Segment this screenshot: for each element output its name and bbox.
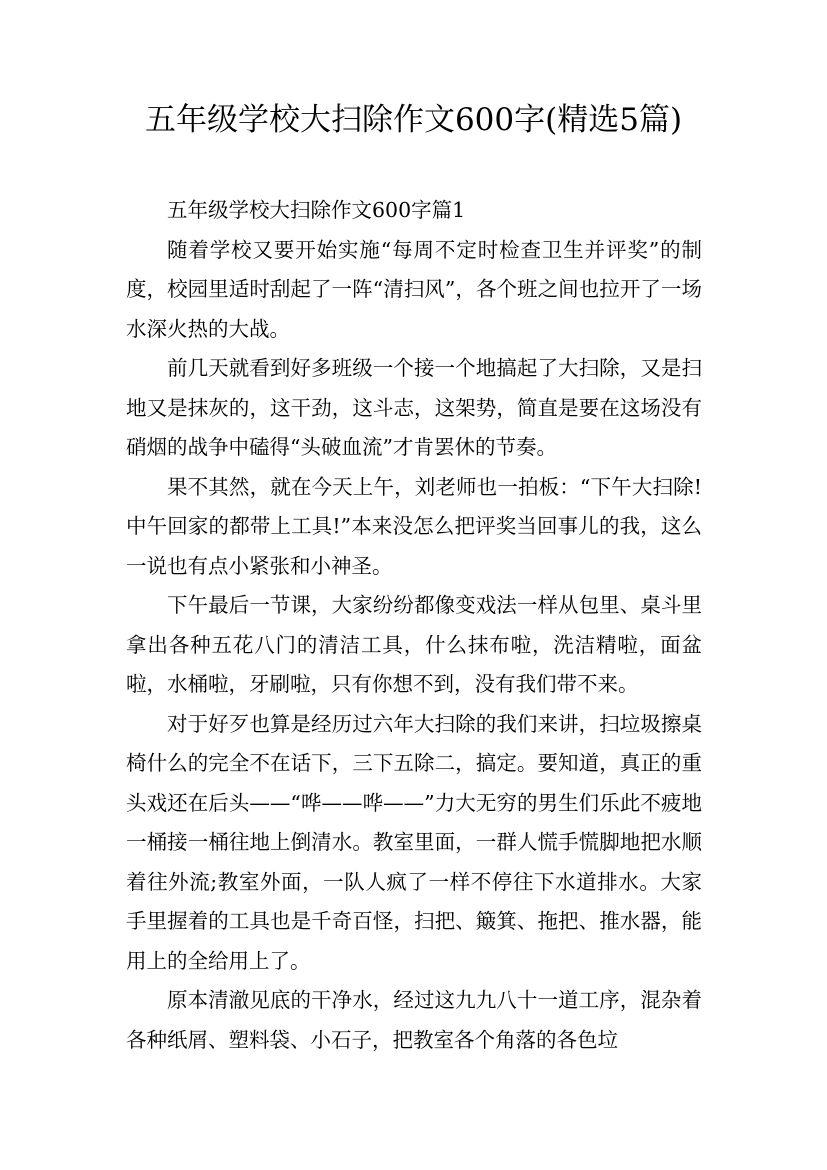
paragraph: 随着学校又要开始实施“每周不定时检查卫生并评奖”的制度，校园里适时刮起了一阵“清扫风”，各个班之间也拉开了一场水深火热的大战。 [126, 237, 702, 341]
paragraph: 果不其然，就在今天上午，刘老师也一拍板：“下午大扫除!中午回家的都带上工具!”本来没怎么把评奖当回事儿的我，这么一说也有点小紧张和小神圣。 [126, 474, 702, 578]
paragraph: 下午最后一节课，大家纷纷都像变戏法一样从包里、桌斗里拿出各种五花八门的清洁工具，什么抹布啦，洗洁精啦，面盆啦，水桶啦，牙刷啦，只有你想不到，没有我们带不来。 [126, 593, 702, 696]
document-title: 五年级学校大扫除作文600字(精选5篇) [144, 102, 683, 138]
paragraph: 前几天就看到好多班级一个接一个地搞起了大扫除，又是扫地又是抹灰的，这干劲，这斗志，这架势，简直是要在这场没有硝烟的战争中磕得“头破血流”才肯罢休的节奏。 [126, 356, 702, 459]
section-heading: 五年级学校大扫除作文600字篇1 [167, 198, 466, 222]
paragraph: 原本清澈见底的干净水，经过这九九八十一道工序，混杂着各种纸屑、塑料袋、小石子，把教室各个角落的各色垃 [126, 988, 702, 1052]
paragraph: 对于好歹也算是经历过六年大扫除的我们来讲，扫垃圾擦桌椅什么的完全不在话下，三下五除二，搞定。要知道，真正的重头戏还在后头——“哗——哗——”力大无穷的男生们乐此不疲地一桶接一桶往地上倒清水。教室里面，一群人慌手慌脚地把水顺着往外流;教室外面，一队人疯了一样不停往下水道排水。大家手里握着的工具也是千奇百怪，扫把、簸箕、拖把、推水器，能用上的全给用上了。 [126, 711, 702, 973]
document-body [126, 191, 702, 1060]
